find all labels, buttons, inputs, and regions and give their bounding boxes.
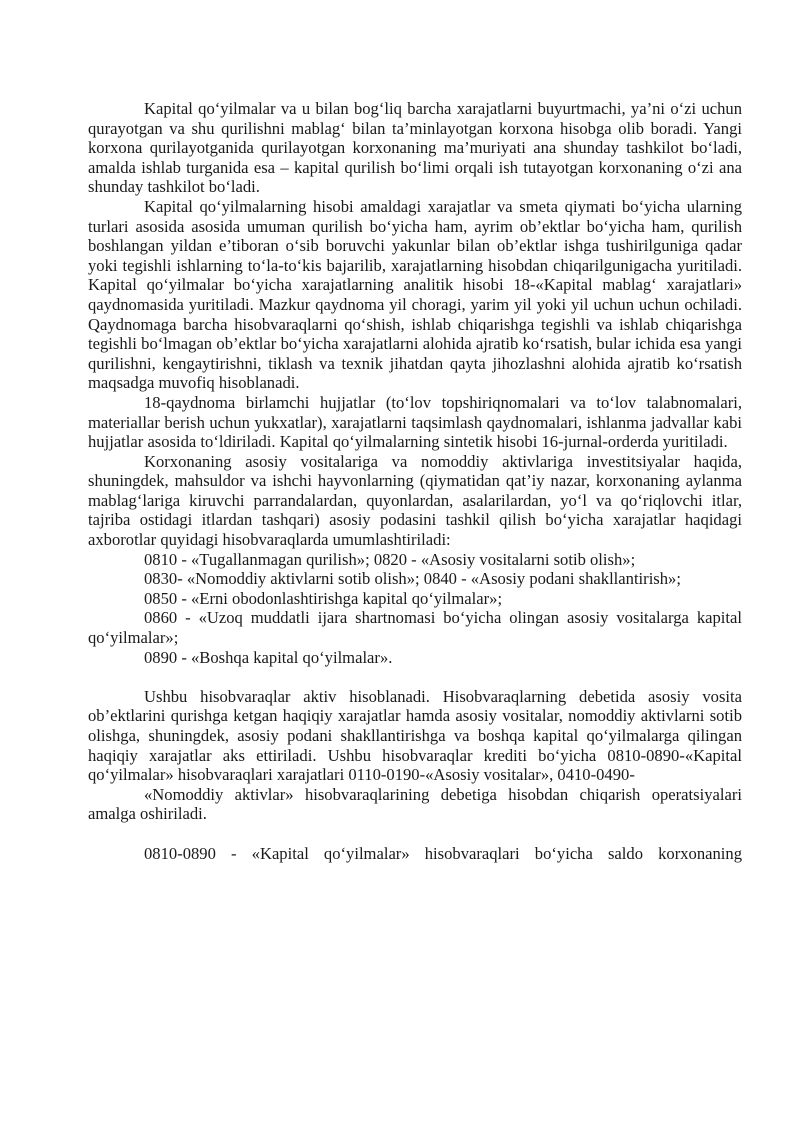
account-line-0890: 0890 - «Boshqa kapital qo‘yilmalar». [144, 647, 393, 667]
account-line-0810-0820: 0810 - «Tugallanmagan qurilish»; 0820 - «Asosiy vositalarni sotib olish»; [144, 549, 636, 569]
account-line-0830-0840: 0830- «Nomoddiy aktivlarni sotib olish»; 0840 - «Asosiy podani shakllantirish»; [144, 569, 681, 589]
account-line-0860: 0860 - «Uzoq muddatli ijara shartnomasi bo‘yicha olingan asosiy vositalarga kapital qo‘yilmalar»; [88, 608, 742, 648]
document-body [88, 99, 742, 863]
paragraph-capital-investments-accounting: Kapital qo‘yilmalarning hisobi amaldagi xarajatlar va smeta qiymati bo‘yicha ularning turlari asosida asosida umuman qurilish bo‘yicha ham, ayrim ob’ektlar bo‘yicha ham, qurilish boshlangan yildan e’tiboran o‘sib boruvchi yakunlar bilan ob’ektlar ishga tushirilguniga qadar yoki tegishli ishlarning to‘la-to‘kis bajarilib, xarajatlarning hisobdan chiqarilgunigacha yuritiladi. Kapital qo‘yilmalar bo‘yicha xarajatlarning analitik hisobi 18-«Kapital mablag‘ xarajatlari» qaydnomasida yuritiladi. Mazkur qaydnoma yil choragi, yarim yil yoki yil uchun uchun ochiladi. Qaydnomaga barcha hisobvaraqlarni qo‘shish, ishlab chiqarishga tegishli va ishlab chiqarishga tegishli bo‘lmagan ob’ektlar bo‘yicha xarajatlarni alohida ajratib ko‘rsatish, bular ichida esa yangi qurilishni, kengaytirishni, tiklash va texnik jihatdan qayta jihozlashni alohida ajratib ko‘rsatish maqsadga muvofiq hisoblanadi. [88, 196, 742, 393]
paragraph-investments-accounts: Korxonaning asosiy vositalariga va nomoddiy aktivlariga investitsiyalar haqida, shuningdek, mahsuldor va ishchi hayvonlarning (qiymatidan qat’iy nazar, korxonaning aylanma mablag‘lariga kiruvchi parrandalardan, quyonlardan, asalarilardan, yo‘l va qo‘riqlovchi itlar, tajriba ostidagi itlardan tashqari) asosiy podasini tashkil qilish bo‘yicha xarajatlar haqidagi axborotlar quyidagi hisobvaraqlarda umumlashtiriladi: [88, 451, 742, 550]
paragraph-intangible-assets-writeoff: «Nomoddiy aktivlar» hisobvaraqlarining debetiga hisobdan chiqarish operatsiyalari amalga oshiriladi. [88, 784, 742, 824]
account-line-0850: 0850 - «Erni obodonlashtirishga kapital qo‘yilmalar»; [144, 588, 503, 608]
paragraph-active-accounts: Ushbu hisobvaraqlar aktiv hisoblanadi. Hisobvaraqlarning debetida asosiy vosita ob’ektlarini qurishga ketgan haqiqiy xarajatlar hamda asosiy vositalar, nomoddiy aktivlarni sotib olishga, shuningdek, asosiy podani shakllantirishga va boshqa kapital qo‘yilmalarga qilingan haqiqiy xarajatlar aks ettiriladi. Ushbu hisobvaraqlar krediti bo‘yicha 0810-0890-«Kapital qo‘yilmalar» hisobvaraqlari xarajatlari 0110-0190-«Asosiy vositalar», 0410-0490- [88, 686, 742, 785]
paragraph-gap [88, 824, 742, 844]
paragraph-gap [88, 667, 742, 687]
paragraph-saldo: 0810-0890 - «Kapital qo‘yilmalar» hisobvaraqlari bo‘yicha saldo korxonaning [144, 843, 742, 863]
paragraph-capital-investments-customer: Kapital qo‘yilmalar va u bilan bog‘liq barcha xarajatlarni buyurtmachi, ya’ni o‘zi uchun qurayotgan va shu qurilishni mablag‘ bilan ta’minlayotgan korxona hisobga olib boradi. Yangi korxona qurilayotganida qurilayotgan korxonaning ma’muriyati ana shunday tashkilot bo‘ladi, amalda ishlab turganida esa – kapital qurilish bo‘limi orqali ish tutayotgan korxonaning o‘zi ana shunday tashkilot bo‘ladi. [88, 99, 742, 197]
paragraph-register-18: 18-qaydnoma birlamchi hujjatlar (to‘lov topshiriqnomalari va to‘lov talabnomalari, materiallar berish uchun yukxatlar), xarajatlarni taqsimlash qaydnomalari, ishlanma jadvallar kabi hujjatlar asosida to‘ldiriladi. Kapital qo‘yilmalarning sintetik hisobi 16-jurnal-orderda yuritiladi. [88, 392, 742, 452]
